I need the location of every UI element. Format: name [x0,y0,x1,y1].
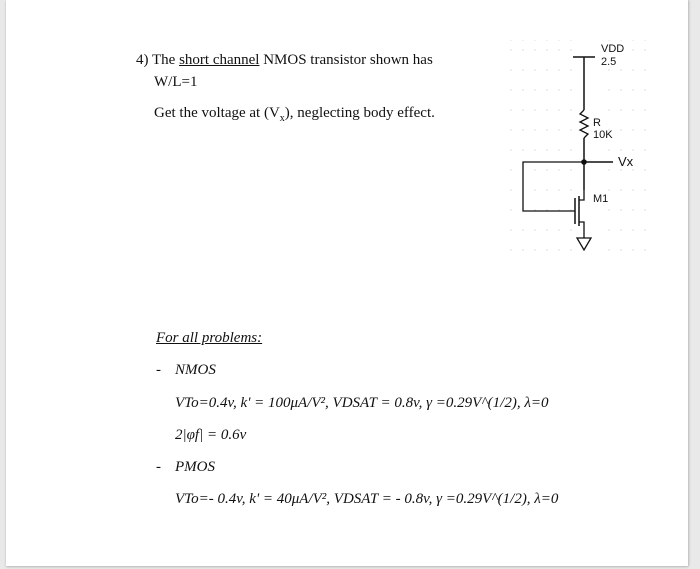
pmos-params-line: VTo=- 0.4v, k' = 40μA/V², VDSAT = - 0.8v, γ =0.29V^(1/2), λ=0 [175,491,559,507]
question-end: ), neglecting body effect. [284,105,435,121]
ratio-text: W/L=1 [154,74,198,90]
statement-text-before: The [151,52,176,68]
statement-text-after: NMOS transistor shown has [263,52,433,68]
resistor-value: 10K [593,129,613,141]
vx-label: Vx [618,154,634,169]
question-text [154,104,435,122]
vdd-label: VDD [601,43,625,55]
problem-number: 4) [136,52,149,68]
nmos-title: NMOS [175,362,216,378]
question-start: Get the voltage at (V [154,105,280,121]
resistor-label: R [593,117,601,129]
nmos-bullet: - [156,362,161,378]
statement-emphasis: short channel [179,52,260,68]
ground-icon [577,238,591,250]
pmos-bullet: - [156,459,161,475]
problem-statement [136,51,433,69]
resistor-symbol [580,110,588,138]
vdd-value: 2.5 [601,56,617,68]
params-heading: For all problems: [156,330,263,346]
nmos-phi-line: 2|φf| = 0.6v [175,427,247,443]
pmos-title: PMOS [175,459,215,475]
schematic-grid [510,40,645,251]
document-page [6,0,688,566]
circuit-schematic [501,40,661,265]
nmos-params-line: VTo=0.4v, k' = 100μA/V², VDSAT = 0.8v, γ =0.29V^(1/2), λ=0 [175,395,549,411]
m1-label: M1 [593,193,609,205]
question-subscript: x [279,113,285,124]
